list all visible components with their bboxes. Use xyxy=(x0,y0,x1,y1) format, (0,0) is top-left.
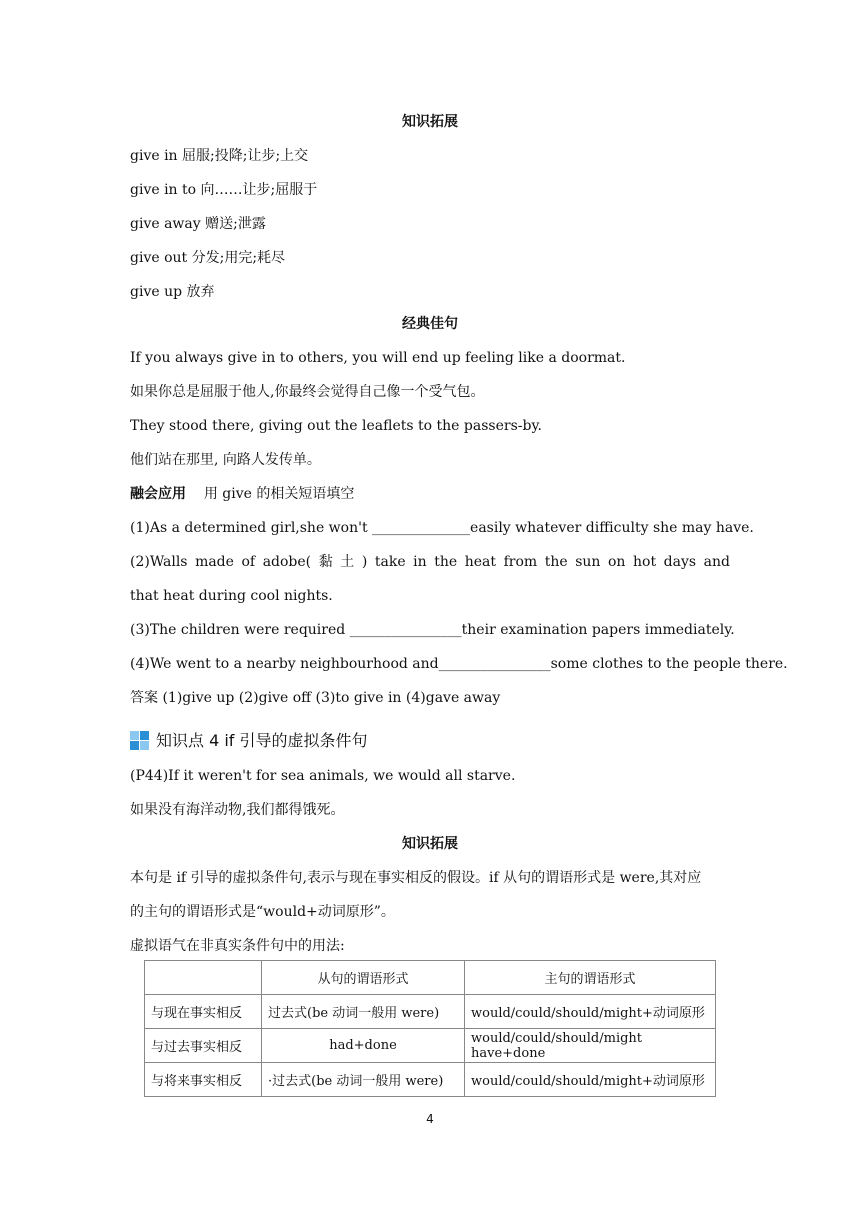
sentence-en: If you always give in to others, you will end up feeling like a doormat. xyxy=(130,350,626,366)
word: 黏 xyxy=(318,554,333,570)
table-row xyxy=(145,995,716,1029)
exercise-question-2-cont: that heat during cool nights. xyxy=(130,588,333,604)
word: the xyxy=(544,554,568,570)
section-title-sentences: 经典佳句 xyxy=(402,316,458,332)
word: from xyxy=(503,554,538,570)
word: take xyxy=(374,554,406,570)
word: heat xyxy=(464,554,497,570)
table-cell: 过去式(be 动词一般用 were) xyxy=(262,995,465,1029)
word: the xyxy=(434,554,458,570)
subjunctive-table xyxy=(144,960,716,1097)
word: in xyxy=(413,554,427,570)
phrase-line: give up 放弃 xyxy=(130,284,215,300)
exercise-instruction: 用 give 的相关短语填空 xyxy=(203,486,355,502)
table-cell: had+done xyxy=(262,1029,465,1063)
example-zh: 如果没有海洋动物,我们都得饿死。 xyxy=(130,802,345,818)
page-number: 4 xyxy=(426,1112,434,1126)
table-header-row xyxy=(145,961,716,995)
word: ) xyxy=(361,554,368,570)
heading-text: 知识点 4 if 引导的虚拟条件句 xyxy=(156,731,368,750)
exercise-question-2 xyxy=(130,552,730,572)
grid-icon xyxy=(130,731,148,749)
usage-intro: 虚拟语气在非真实条件句中的用法: xyxy=(130,938,345,954)
sentence-zh: 如果你总是屈服于他人,你最终会觉得自己像一个受气包。 xyxy=(130,384,485,400)
table-cell: would/could/should/might+动词原形 xyxy=(465,995,716,1029)
explanation-para: 的主句的谓语形式是“would+动词原形”。 xyxy=(130,904,395,920)
word: (2)Walls xyxy=(130,554,188,570)
table-cell: ·过去式(be 动词一般用 were) xyxy=(262,1063,465,1097)
word: on xyxy=(608,554,626,570)
table-cell: would/could/should/might have+done xyxy=(465,1029,716,1063)
word: sun xyxy=(575,554,601,570)
section-title-knowledge-2: 知识拓展 xyxy=(402,836,458,852)
explanation-para: 本句是 if 引导的虚拟条件句,表示与现在事实相反的假设。if 从句的谓语形式是 were,其对应 xyxy=(130,870,702,886)
word: hot xyxy=(633,554,657,570)
word: made xyxy=(195,554,234,570)
word: 土 xyxy=(340,554,355,570)
exercise-question-4: (4)We went to a nearby neighbourhood and________________some clothes to the people there. xyxy=(130,656,788,672)
word: of xyxy=(241,554,256,570)
exercise-header xyxy=(130,484,354,504)
knowledge-point-heading xyxy=(130,728,368,751)
exercise-question-3: (3)The children were required ________________their examination papers immediately. xyxy=(130,622,735,638)
exercise-question-1: (1)As a determined girl,she won't ______________easily whatever difficulty she may have. xyxy=(130,520,754,536)
exercise-label: 融会应用 xyxy=(130,486,186,502)
phrase-line: give away 赠送;泄露 xyxy=(130,216,266,232)
table-cell: 与过去事实相反 xyxy=(145,1029,262,1063)
table-header-cell xyxy=(145,961,262,995)
table-row xyxy=(145,1029,716,1063)
table-cell: 与现在事实相反 xyxy=(145,995,262,1029)
word: adobe( xyxy=(262,554,312,570)
phrase-line: give in to 向……让步;屈服于 xyxy=(130,182,318,198)
phrase-line: give out 分发;用完;耗尽 xyxy=(130,250,286,266)
sentence-en: They stood there, giving out the leaflets to the passers-by. xyxy=(130,418,542,434)
exercise-answer: 答案 (1)give up (2)give off (3)to give in (4)gave away xyxy=(130,690,501,706)
word: days xyxy=(663,554,697,570)
section-title-knowledge: 知识拓展 xyxy=(402,114,458,130)
table-row xyxy=(145,1063,716,1097)
phrase-line: give in 屈服;投降;让步;上交 xyxy=(130,148,309,164)
example-en: (P44)If it weren't for sea animals, we would all starve. xyxy=(130,768,516,784)
word: and xyxy=(703,554,730,570)
table-cell: 与将来事实相反 xyxy=(145,1063,262,1097)
table-header-cell: 主句的谓语形式 xyxy=(465,961,716,995)
table-header-cell: 从句的谓语形式 xyxy=(262,961,465,995)
table-cell: would/could/should/might+动词原形 xyxy=(465,1063,716,1097)
sentence-zh: 他们站在那里, 向路人发传单。 xyxy=(130,452,321,468)
